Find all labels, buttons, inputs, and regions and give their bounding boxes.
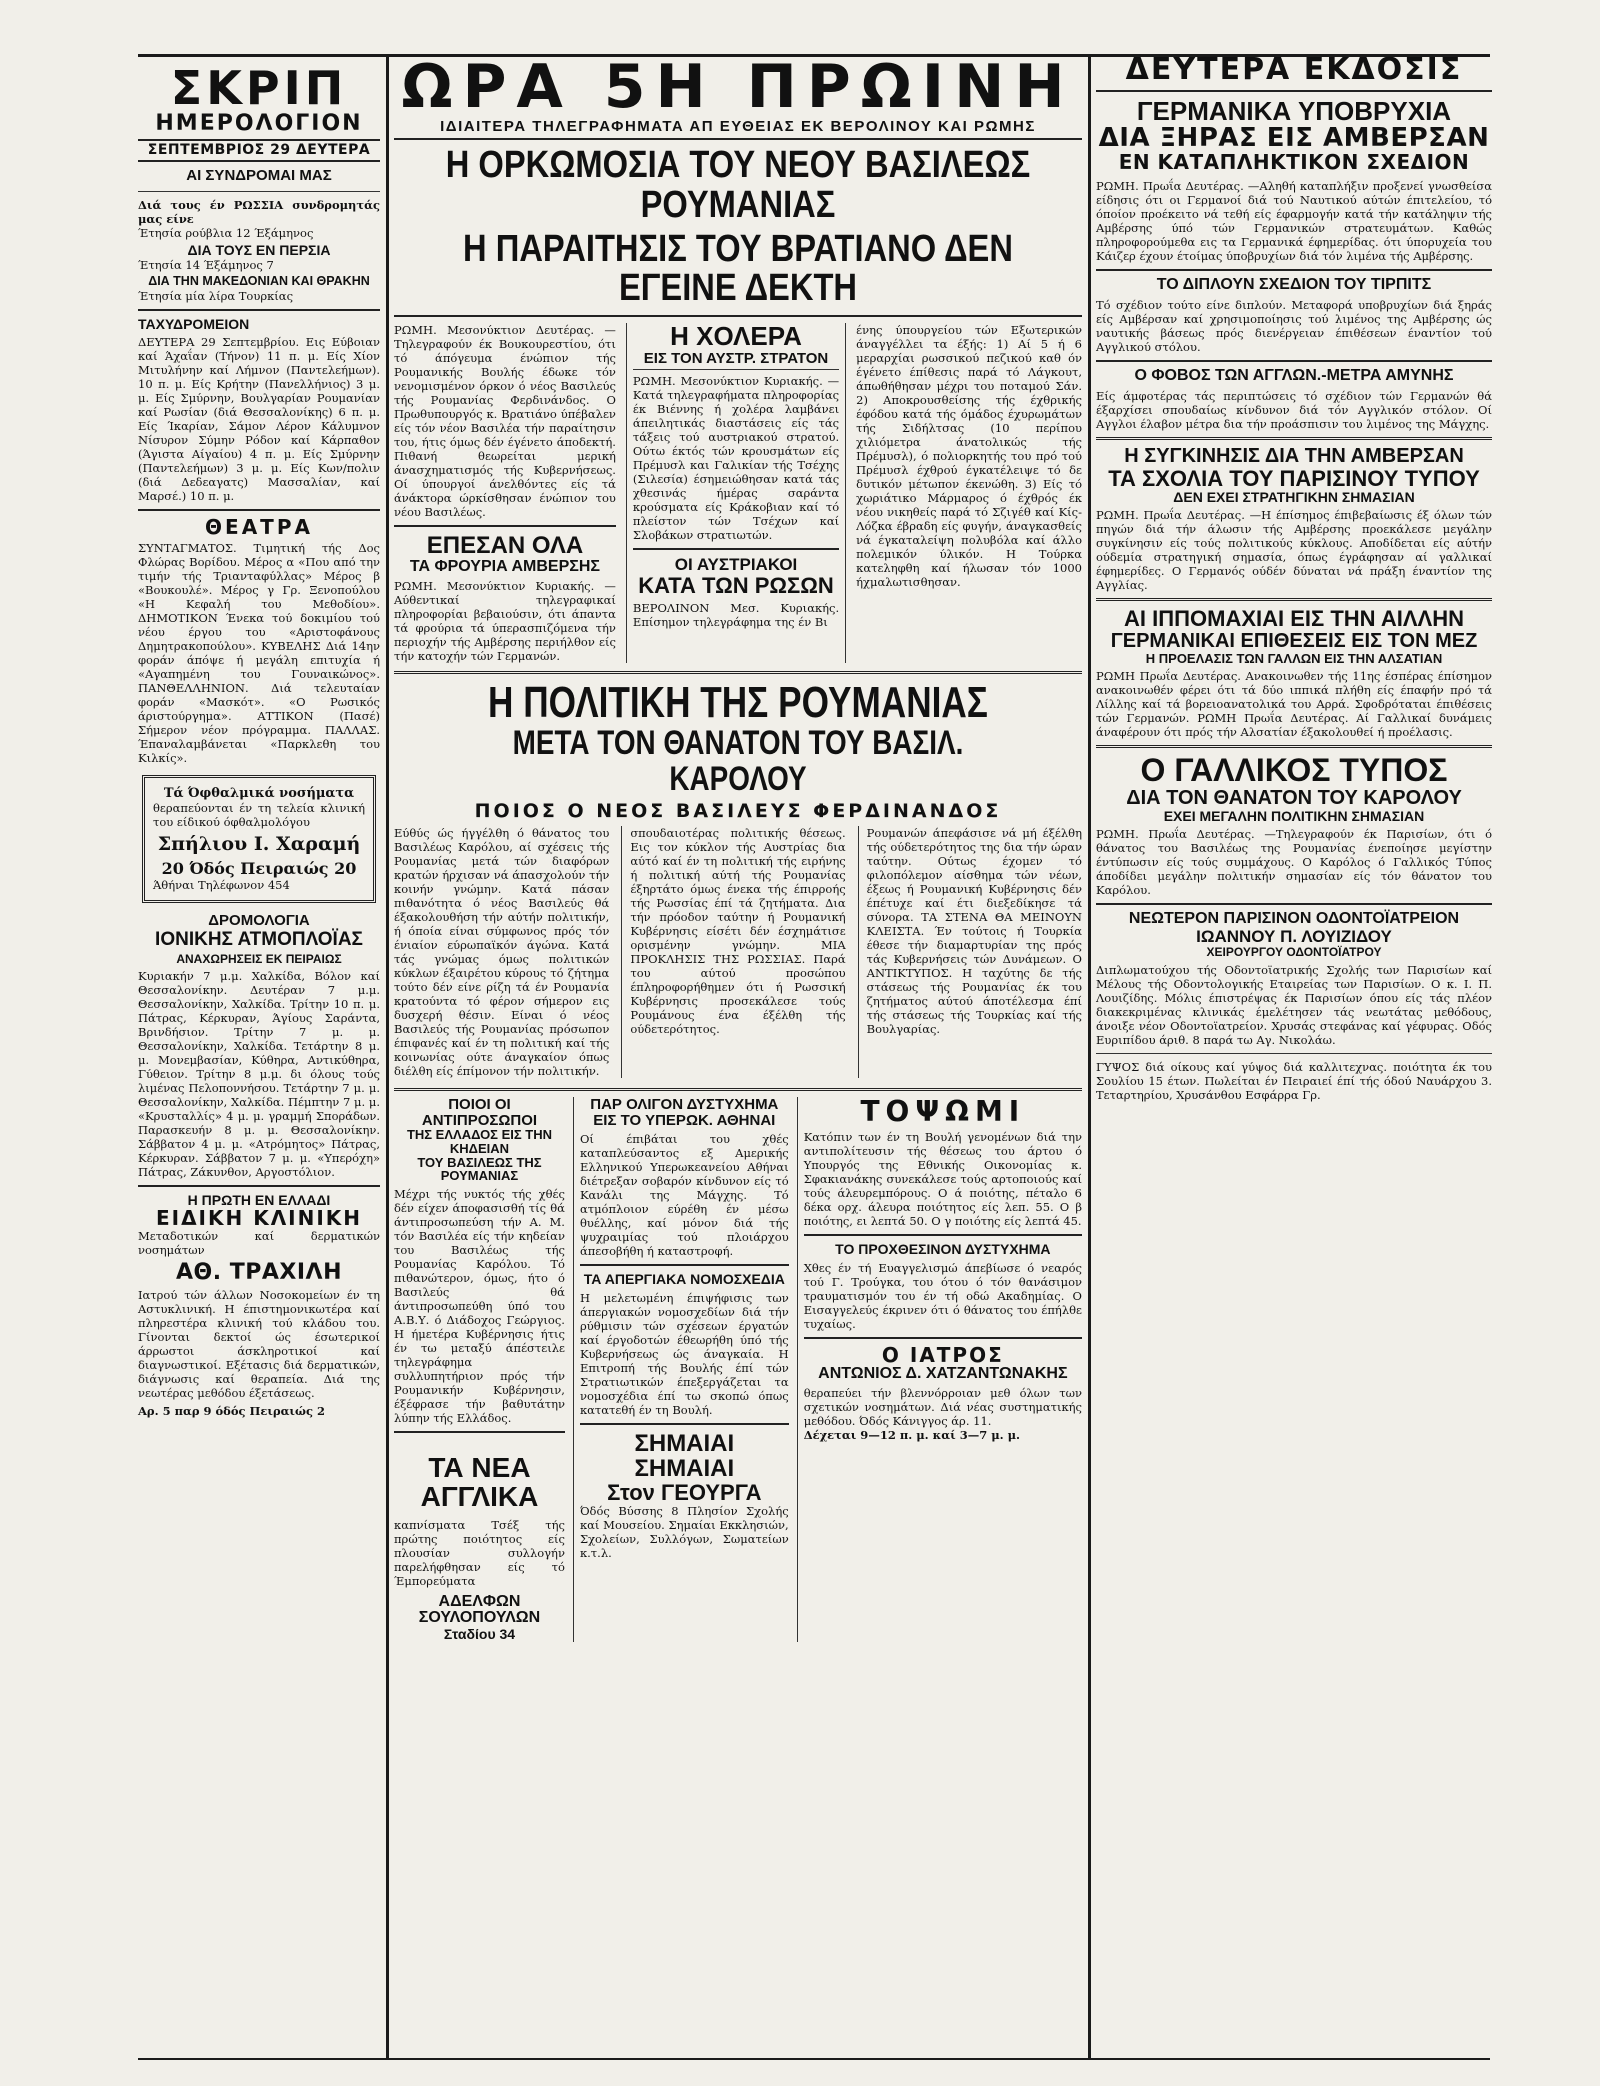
post-text: ΔΕΥΤΕΡΑ 29 Σεπτεμβρίου. Εις Εύβοιαν καί Άχαΐαν (Τήνον) 11 π. μ. Είς Χίον Μιτυλήνην καί Λήμνον (Παντελεήμων). 10 π. μ. Είς Κρήτην (Πανελλήνιος) 3 μ. μ. Είς Σμύρνην, Βουλγαρίαν Ρουμανίαν καί Ρωσίαν (διά Θεσσαλονίκης) 6 π. μ. Είς Ίκαρίαν, Σάμον Λέρον Κάλυμνον Νίσυρον Σύμην Ρόδον καί Κάρπαθον (Άγιστα Αίγαίου) 4 π. μ. Είς Σμύρνην (Παντελεήμων) 3 μ. μ. Είς Κων/πολιν (διά Δεδεαγατς) Μασσαλίαν, καί Μαρσέ.) 10 π. μ. bbox=[138, 335, 380, 504]
clinic-address: Αρ. 5 παρ 9 όδός Πειραιώς 2 bbox=[138, 1404, 325, 1419]
clinic-title: ΕΙΔΙΚΗ ΚΛΙΝΙΚΗ bbox=[155, 1206, 363, 1231]
tobacco-body: καπνίσματα Τσέξ τής πρώτης ποιότητος είς πλουσίαν συλλογήν παρελήφθησαν είς τό Έμπορεύματα bbox=[394, 1517, 565, 1588]
politics-kicker: ΠΟΙΟΣ Ο ΝΕΟΣ ΒΑΣΙΛΕΥΣ ΦΕΡΔΙΝΑΝΔΟΣ bbox=[474, 799, 1002, 822]
bottom-section bbox=[394, 1094, 1082, 1643]
bottom-rule bbox=[138, 2058, 1490, 2060]
subscriptions-heading: ΑΙ ΣΥΝΔΡΟΜΑΙ ΜΑΣ bbox=[186, 167, 332, 185]
gypsum-text: ΓΥΨΟΣ διά οίκους καί γύψος διά καλλιτεχνας. ποιότητα έκ του Σουλίου 15 έτων. Πωλείται έν Πειραιεί έπί τής όδού Ναυάρχου 3. Τεταρτηρίου, Χρυσάνθου Εσφάρρα Γρ. bbox=[1096, 1059, 1492, 1102]
headline-oath: Η ΟΡΚΩΜΟΣΙΑ ΤΟΥ ΝΕΟΥ ΒΑΣΙΛΕΩΣ ΡΟΥΜΑΝΙΑΣ bbox=[445, 143, 1031, 226]
fell-sub: ΤΑ ΦΡΟΥΡΙΑ ΑΜΒΕΡΣΗΣ bbox=[409, 557, 601, 575]
eye-clinic-ad bbox=[142, 775, 376, 903]
clinic-sub: Μεταδοτικών καί δερματικών νοσημάτων bbox=[138, 1229, 380, 1258]
lead-text: ΡΩΜΗ. Μεσονύκτιον Δευτέρας. —Τηλεγραφούν έκ Βουκουρεστίου, ότι τό άπόγευμα ένώπιον τής Ρουμανικής Βουλής έδωκε τόν νενομισμένον όρκον ό νέος Βασιλεύς τής Ρουμανίας Φερδινάνδος. Ο Πρωθυπουργός κ. Βρατιάνο ύπέβαλεν είς τόν νέον Βασιλέα τήν παραίτησιν του, ήτις όμως δέν έγένετο άποδεκτή. Πιθανή θεωρείται μερική άνασχηματισμός τής Κυβερνήσεως. Οί ύπουργοί άνελθόντες είς τά άνάκτορα ώρκίσθησαν ένώπιον του νέου Βασιλέως. bbox=[394, 323, 616, 520]
report-text: ένης ύπουργείου τών Εξωτερικών άναγγέλλει τα έξής: 1) Αί 5 ή 6 μεραρχίαι ρωσσικού πεζικού καθ όν έγένετο έπίθεσις παρά τό Λάγκουτ, άπωθήθησαν μέχρι του ποταμού Σάν. 2) Αποκρουσθείσης τής έχθρικής έφόδου κατά τής όμάδος έχυρωμάτων τής Σιδήλτσας (10 περίπου χιλιόμετρα άνατολικώς τής Πρέμυσλ), ό πολιορκητής του πρό τού Πρέμυσλ έχθρού έγκατέλειψε τό δε δυτικόν μέτωπον έκενώθη. 3) Είς τό χωριάτικο Μάρμαρος ό έχθρός έκ νέου νικηθείς παρά τό Σζιγέθ καί Κίς-Λόζκα έβραδη είς φυγήν, άναγκασθείς νά έγκαταλείψη πολυβόλα καί άλλο πολεμικόν ύλικόν. Η Τούρκα κατεληφθη καί ήλωσαν τόν 1000 ήχμαλωτισθησαν. bbox=[856, 323, 1082, 590]
cavalry-heading: ΑΙ ΙΠΠΟΜΑΧΙΑΙ ΕΙΣ ΤΗΝ ΑΙΛΛΗΝ bbox=[1124, 606, 1464, 632]
misfortune-sub: ΕΙΣ ΤΟ ΥΠΕΡΩΚ. ΑΘΗΝΑΙ bbox=[593, 1111, 776, 1129]
politics-columns bbox=[394, 826, 1082, 1078]
eye-ad-phone: Άθήναι Τηλέφωνον 454 bbox=[153, 878, 290, 893]
subs-persia-price: Έτησία 14 Έξάμηνος 7 bbox=[138, 257, 274, 272]
flags-text: Όδός Βύσσης 8 Πλησίον Σχολής καί Μουσείου. Σημαίαι Εκκλησιών, Σχολείων, Συλλόγων, Σωματείων κ.τ.λ. bbox=[579, 1504, 789, 1561]
excitement-sub: ΤΑ ΣΧΟΛΙΑ ΤΟΥ ΠΑΡΙΣΙΝΟΥ ΤΥΠΟΥ bbox=[1108, 465, 1480, 491]
excitement-text: ΡΩΜΗ. Πρωΐα Δευτέρας. —Η έπίσημος έπιβεβαίωσις έξ όλων τών πηγών διά τήν άλωσιν τής Αμβέρσης προεκάλεσε μεγάλην συγκίνησιν είς τούς πολιτικούς κύκλους. Αποδίδεται είς αύτήν ούδεμία στρατηγική σημασία, όπως έγράφησαν αί γαλλικαί έφημερίδες. Ο Γερμανός ούδέν δύναται νά πράξη έναντίον της Αγγλίας. bbox=[1096, 508, 1492, 593]
clinic-text: Ιατρού τών άλλων Νοσοκομείων έν τη Αστυκλινική. Η έπιστημονικωτέρα καί πληρεστέρα κλινική τού κλάδου του. Γίνονται δεκτοί ώς έσωτερικοί άρρωστοι άσκληροτικοί καί διαγνωστικοί. Εξέτασις διά δερματικών, διάγνωσις καί θεραπεία. Διά της νεωτέρας μεθόδου έξετάσεως. bbox=[138, 1288, 380, 1401]
reps-heading: ΠΟΙΟΙ ΟΙ ΑΝΤΙΠΡΟΣΩΠΟΙ bbox=[421, 1095, 538, 1129]
dentist-role: ΧΕΙΡΟΥΡΓΟΥ ΟΔΟΝΤΟΪΑΤΡΟΥ bbox=[1206, 945, 1382, 960]
dentist-name: ΙΩΑΝΝΟΥ Π. ΛΟΥΙΖΙΔΟΥ bbox=[1196, 927, 1392, 947]
flags-heading2: ΣΗΜΑΙΑΙ bbox=[634, 1455, 735, 1483]
doctor-text: θεραπεύει τήν βλεννόρροιαν μεθ όλων των σχετικών νοσημάτων. Διά νέας συστηματικής μεθόδου. Όδός Κάνιγγος άρ. 11. bbox=[803, 1385, 1082, 1428]
politics-headline: Η ΠΟΛΙΤΙΚΗ ΤΗΣ ΡΟΥΜΑΝΙΑΣ bbox=[488, 678, 988, 728]
headline-resignation: Η ΠΑΡΑΙΤΗΣΙΣ ΤΟΥ ΒΡΑΤΙΑΝΟ ΔΕΝ ΕΓΕΙΝΕ ΔΕΚΤΗ bbox=[463, 227, 1013, 310]
clinic-doctor: ΑΘ. ΤΡΑΧΙΛΗ bbox=[176, 1260, 342, 1286]
cavalry-sub2: Η ΠΡΟΕΛΑΣΙΣ ΤΩΝ ΓΑΛΛΩΝ ΕΙΣ ΤΗΝ ΑΛΣΑΤΙΑΝ bbox=[1145, 650, 1443, 666]
date-line: ΣΕΠΤΕΜΒΡΙΟΣ 29 ΔΕΥΤΕΡΑ bbox=[138, 139, 380, 162]
column-rule bbox=[386, 54, 389, 2059]
politics-col1: Εύθύς ώς ήγγέλθη ό θάνατος του Βασιλέως Καρόλου, αί σχέσεις τής Ρουμανίας μετά τών διαφόρων κρατών ήρχισαν νά άπασχολούν τήν κοινήν γνώμην. Κατά πάσαν πιθανότητα ό νέος Βασιλεύς θά έξακολουθήση τήν αύτήν πολιτικήν, ή όποία είναι σύμφωνος πρός τόν ένιαίον εύρωπαϊκόν άγώνα. Κατά τάς γνώμας όμως πολιτικών κύκλων έξαιρέτου κύρους τό ζήτημα τούτο δέν είνε ρίζη τά έν Ρουμανία κρατούντα τό φέρον σήμερον εις δυσχερή θέσιν. Είναι ό νέος Βασιλεύς τής Ρουμανίας πρόσωπον έπιφανές καί έν τη πολιτική καί τής κοινωνίας ούτε άναγκαίον όπως διέλθη είς έπίμονον τήν πολιτικήν. bbox=[394, 825, 610, 1078]
austrians-heading: ΟΙ ΑΥΣΤΡΙΑΚΟΙ bbox=[674, 555, 798, 575]
eye-ad-name: Σπήλιου Ι. Χαραμή bbox=[157, 833, 361, 856]
politics-col2: σπουδαιοτέρας πολιτικής θέσεως. Εις τον κύκλον τής Αυστρίας δια αύτό καί έν τη πολιτική τής ειρήνης ή πολιτική αύτή τής Ρουμανίας έξηρτάτο όμως ένεκα τής έπιρροής τής Ρωσσίας έπί τά ζητήματα. Δια τήν πρόοδον ταύτην ή Ρουμανική Κυβέρνησις είσέτι δέν έσχημάτισε ορισμένην γνώμην. ΜΙΑ ΠΡΟΚΛΗΣΙΣ ΤΗΣ ΡΩΣΣΙΑΣ. Παρά του αύτού προσώπου έπληροφορήθημεν ότι ή Ρωσσική Κυβέρνησις προσεκάλεσε τούς Ρουμάνους ένα έξέλθη τής ούδετερότητος. bbox=[621, 826, 845, 1078]
reps-column bbox=[394, 1097, 565, 1642]
misfortune-column bbox=[573, 1097, 789, 1642]
french-press-heading: Ο ΓΑΛΛΙΚΟΣ ΤΥΠΟΣ bbox=[1140, 752, 1448, 789]
misfortune-text: Οί έπιβάται του χθές καταπλεύσαντος εξ Αμερικής Ελληνικού Υπερωκεανείου Αθήναι διέτρεξαν σοβαρόν κίνδυνον είς τό Κανάλι της Μάγχης. Τό ατμόπλοιον εύρέθη έν μέσω θυέλλης, καί μόνον διά τής ψυχραιμίας τού πλοιάρχου άπεσοβήθη ή καταστροφή. bbox=[579, 1132, 789, 1259]
subs-persia: ΔΙΑ ΤΟΥΣ ΕΝ ΠΕΡΣΙΑ bbox=[187, 241, 331, 258]
excitement-sub2: ΔΕΝ ΕΧΕΙ ΣΤΡΑΤΗΓΙΚΗΝ ΣΗΜΑΣΙΑΝ bbox=[1173, 488, 1415, 505]
french-press-kicker: ΕΧΕΙ ΜΕΓΑΛΗΝ ΠΟΛΙΤΙΚΗΝ ΣΗΜΑΣΙΑΝ bbox=[1163, 807, 1425, 824]
cholera-sub: ΕΙΣ ΤΟΝ ΑΥΣΤΡ. ΣΤΡΑΤΟΝ bbox=[633, 351, 839, 371]
masthead-title: ΣΚΡΙΠ bbox=[170, 61, 348, 115]
french-press-sub: ΔΙΑ ΤΟΝ ΘΑΝΑΤΟΝ ΤΟΥ ΚΑΡΟΛΟΥ bbox=[1126, 786, 1462, 809]
submarines-kicker: ΕΝ ΚΑΤΑΠΛΗΚΤΙΚΟΝ ΣΧΕΔΙΟΝ bbox=[1118, 150, 1470, 175]
submarines-headline: ΓΕΡΜΑΝΙΚΑ ΥΠΟΒΡΥΧΙΑ bbox=[1136, 95, 1452, 126]
ship-text: Κυριακήν 7 μ.μ. Χαλκίδα, Βόλον καί Θεσσαλονίκην. Δευτέραν 7 μ.μ. Θεσσαλονίκην, Χαλκίδα. Τρίτην 10 π. μ. Πάτρας, Κέρκυραν, Άγίους Σαράντα, Βρινδήσιον. Τρίτην 7 μ. μ. Θεσσαλονίκην, Χαλκίδα. Τετάρτην 8 μ. μ. Μονεμβασίαν, Κύθηρα, Αντικύθηρα, Γύθειον. Τρίτην 8 μ.μ. δι όλους τούς λιμένας Πελοποννήσου. Τετάρτην 7 μ. μ. Θεσσαλονίκην, Χαλκίδα. Πέμπτην 7 μ. μ. «Κρυσταλλίς» 4 μ. μ. γραμμή Σποράδων. Παρασκευήν 8 μ. μ. Θεσσαλονίκην. Σάββατον 4 μ. μ. «Ατρόμητος» Πάτρας, Κέρκυραν. Σάββατον 7 μ. μ. «Υπερόχη» Πάτρας, Ζάκυνθον, Αργοστόλιον. bbox=[138, 968, 380, 1179]
subs-macedonia: ΔΙΑ ΤΗΝ ΜΑΚΕΔΟΝΙΑΝ ΚΑΙ ΘΡΑΚΗΝ bbox=[148, 273, 370, 288]
ship-company: ΙΟΝΙΚΗΣ ΑΤΜΟΠΛΟΪΑΣ bbox=[155, 928, 363, 950]
politics-col3: Ρουμανών άπεφάσισε νά μή έξέλθη τής ούδετερότητος της δια τήν ώραν ταύτην. Ούτως έχομεν τό φιλοπόλεμον αίσθημα τών νέων, έξεως ή Ρουμανική Κυβέρνησις δέν έπέτυχε καί έτι διεξεδίκησε τά σύνορα. ΤΑ ΣΤΕΝΑ ΘΑ ΜΕΙΝΟΥΝ ΚΛΕΙΣΤΑ. Έν τούτοις ή Τουρκία έθεσε τήν διαμαρτυρίαν της πρός τάς Κυβερνήσεις τών Δυνάμεων. Ο ΑΝΤΙΚΤΥΠΟΣ. Η ταχύτης δε τής στάσεως τής Ρουμανίας έκ του ζητήματος αύτού άποτέλεσμα έπί τής στάσεως τής Τουρκίας καί τής Βουλγαρίας. bbox=[858, 826, 1082, 1078]
austrian-report bbox=[856, 323, 1082, 663]
right-column bbox=[1096, 54, 1492, 1102]
left-column bbox=[138, 54, 380, 1418]
eye-ad-title: Τά Όφθαλμικά νοσήματα bbox=[163, 786, 355, 802]
tobacco-address: Σταδίου 34 bbox=[443, 1626, 516, 1643]
fell-heading: ΕΠΕΣΑΝ ΟΛΑ bbox=[426, 532, 584, 560]
doctor-hours: Δέχεται 9—12 π. μ. καί 3—7 μ. μ. bbox=[803, 1427, 1021, 1442]
politics-subheadline: ΜΕΤΑ ΤΟΝ ΘΑΝΑΤΟΝ ΤΟΥ ΒΑΣΙΛ. ΚΑΡΟΛΟΥ bbox=[512, 724, 964, 799]
masthead-subtitle: ΗΜΕΡΟΛΟΓΙΟΝ bbox=[155, 111, 363, 137]
subs-abroad: Διά τους έν ΡΩΣΣΙΑ συνδρομητάς μας είνε bbox=[138, 197, 380, 226]
flags-heading1: ΣΗΜΑΙΑΙ bbox=[634, 1429, 735, 1457]
tobacco-heading: ΤΑ ΝΕΑ ΑΓΓΛΙΚΑ bbox=[420, 1451, 539, 1513]
reps-sub2: ΤΟΥ ΒΑΣΙΛΕΩΣ ΤΗΣ ΡΟΥΜΑΝΙΑΣ bbox=[417, 1154, 542, 1184]
top-news-row bbox=[394, 323, 1082, 663]
french-press-text: ΡΩΜΗ. Πρωΐα Δευτέρας. —Τηλεγραφούν έκ Παρισίων, ότι ό θάνατος του Βασιλέως της Ρουμανίας ένεποίησε μεγίστην έντύπωσιν είς τούς συμμάχους. Ο Καρόλος ό Γαλλικός Τύπος άποδίδει μεγάλην πολιτικήν σημασίαν είς τόν θάνατον του Καρόλου. bbox=[1096, 827, 1492, 898]
strike-heading: ΤΑ ΑΠΕΡΓΙΑΚΑ ΝΟΜΟΣΧΕΔΙΑ bbox=[583, 1271, 785, 1288]
cholera-heading: Η ΧΟΛΕΡΑ bbox=[670, 321, 802, 352]
subs-macedonia-price: Έτησία μία λίρα Τουρκίας bbox=[138, 288, 294, 303]
accident-text: Χθες έν τή Ευαγγελισμώ άπεβίωσε ό νεαρός τού Γ. Τρούγκα, του ότου ό τόν θανάσιμον τραυματισμόν του έν τή οδώ Ακαδημίας. Ο Εισαγγελεύς έκρινεν ότι ό θάνατος του έπήλθε τυχαίως. bbox=[803, 1260, 1082, 1331]
cavalry-sub: ΓΕΡΜΑΝΙΚΑΙ ΕΠΙΘΕΣΕΙΣ ΕΙΣ ΤΟΝ ΜΕΖ bbox=[1110, 629, 1478, 652]
dentist-text: Διπλωματούχου τής Οδοντοϊατρικής Σχολής των Παρισίων καί Μέλους τής Οδοντολογικής Εταιρείας των Παρισίων. Ο κ. Ι. Π. Λουιζίδης. Μόλις έπιστρέψας έκ Παρισίων όπου είς τάς πλέον διακεκριμένας κλινικάς έμελέτησεν τάς νεωτάτας μεθόδους, άνοιξε νέον Οδοντοϊατρείον. Χρυσάς στεφάνας καί γέφυρας. Οδός Ευριπίδου άριθ. 8 παρά τω Αγ. Νικολάω. bbox=[1096, 962, 1492, 1047]
column-rule bbox=[1088, 54, 1091, 2059]
eye-ad-address: 20 Όδός Πειραιώς 20 bbox=[161, 859, 357, 879]
fell-text: ΡΩΜΗ. Μεσονύκτιον Κυριακής. —Αύθεντικαί τηλεγραφικαί πληροφορίαι βεβαιούσιν, ότι άπαντα τά φρούρια τά ύπερασπιζόμενα τήν περιοχήν τής Αμβέρσης περιήλθον είς τήν κατοχήν τών Γερμανών. bbox=[394, 579, 616, 664]
lead-story bbox=[394, 323, 616, 663]
ship-heading: ΔΡΟΜΟΛΟΓΙΑ bbox=[208, 912, 310, 930]
cavalry-text: ΡΩΜΗ Πρωΐα Δευτέρας. Ανακοινωθεν τής 11ης έσπέρας έπίσημον ανακοινωθέν φέρει ότι τά δύο ιππικά πλήθη είς έπαφήν πρό τά Λίλλης καί τά βορειοανατολικά του Αρρά. Σφοδρόταται έπιθέσεις τών Γερμανών. ΡΩΜΗ Πρωΐα Δευτέρας. Αί Γαλλικαί δυνάμεις άναφέρουν ότι πρός τήν Αλσατίαν έξακολουθεί ή προέλασις. bbox=[1096, 669, 1492, 740]
doctor-heading: Ο ΙΑΤΡΟΣ bbox=[881, 1342, 1004, 1367]
post-heading: ΤΑΧΥΔΡΟΜΕΙΟΝ bbox=[138, 315, 250, 332]
flags-shop: Στον ΓΕΟΥΡΓΑ bbox=[607, 1480, 762, 1506]
bread-text: Κατόπιν των έν τη Βουλή γενομένων διά την αντιπολίτευσιν τής θέσεως του άρτου ό Υπουργός της Εθνικής Οικονομίας κ. Σφακιανάκης συνεκάλεσε τούς αρτοποιούς καί τούς άλευρεμπόρους. Ο ά ποιότης, πέταλο 6 δέκα ορχ. άλευρα ποιότητος είς λεπ. 55. Ο β ποιότης, ει λεπτά 50. Ο γ ποιότης είς λεπτά 45. bbox=[803, 1130, 1082, 1229]
theatre-text: ΣΥΝΤΑΓΜΑΤΟΣ. Τιμητική τής Δος Φλώρας Βορίδου. Μέρος α «Που από την τιμήν τής Τριανταφύλλας» Μέρος β «Βουκουλέ». Μέρος γ Γρ. Ξενοπούλου «Η Κεφαλή του Μεθοδίου». ΔΗΜΟΤΙΚΟΝ Ένεκα τού δοκιμίου τού νέου έργου του «Αριστοφάνους Δημητρακοπούλου». ΚΥΒΕΛΗΣ Διά 14ην φοράν άπόψε ή μεγάλη επιτυχία ή «Αγαπημένη του Γουναικώνος». ΠΑΝΘΕΛΛΗΝΙΟΝ. Διά τελευταίαν φοράν «Μασκότ». «Ο Ρωσικός άριστούργημα». ΑΤΤΙΚΟΝ (Πασέ) Σήμερον νέον πρόγραμμα. ΠΑΛΛΑΣ. Έπαναλαμβάνεται «Παρκλεθη του Κιλκίς». bbox=[138, 541, 380, 766]
center-masthead-title: ΩΡΑ 5Η ΠΡΩΙΝΗ bbox=[401, 52, 1075, 122]
dentist-heading: ΝΕΩΤΕΡΟΝ ΠΑΡΙΣΙΝΟΝ ΟΔΟΝΤΟΪΑΤΡΕΙΟΝ bbox=[1128, 910, 1460, 928]
austrians-text: ΒΕΡΟΛΙΝΟΝ Μεσ. Κυριακής. Επίσημον τηλεγράφημα της έν Βι bbox=[632, 601, 840, 630]
cholera-text: ΡΩΜΗ. Μεσονύκτιον Κυριακής. —Κατά τηλεγραφήματα πληροφορίας έκ Βιέννης ή χολέρα λαμβάνει άπειλητικάς διαστάσεις είς τάς τάξεις τού αυστριακού στρατού. Ούτω έκτός τών κρουσμάτων είς Πρέμυσλ και Γαλικίαν τής Τσέχης (Σιλεσία) έσημειώθησαν κατά τάς χθεσινάς ήμέρας σαράντα κρούσματα είς Κράκοβιαν καί τό πλείστον τών Τσέχων καί Σλοβάκων στρατιωτών. bbox=[632, 374, 840, 543]
center-column bbox=[394, 54, 1082, 1642]
tobacco-brand: ΑΔΕΛΦΩΝ ΣΟΥΛΟΠΟΥΛΩΝ bbox=[418, 1592, 541, 1627]
center-masthead-subtitle: ΙΔΙΑΙΤΕΡΑ ΤΗΛΕΓΡΑΦΗΜΑΤΑ ΑΠ ΕΥΘΕΙΑΣ ΕΚ ΒΕΡΟΛΙΝΟΥ ΚΑΙ ΡΩΜΗΣ bbox=[394, 119, 1082, 140]
fear-text: Είς άμφοτέρας τάς περιπτώσεις τό σχέδιον τών Γερμανών θά έξαρχίσει σπουδαίως κίνδυνον διά τόν Αγγλικόν στόλον. Οί Αγγλοι έλαβον μέτρα δια τήν προάσπισιν του λιμένος της Μάγχης. bbox=[1096, 388, 1492, 431]
excitement-heading: Η ΣΥΓΚΙΝΗΣΙΣ ΔΙΑ ΤΗΝ ΑΜΒΕΡΣΑΝ bbox=[1124, 444, 1464, 467]
bread-heading: ΤΟΨΩΜΙ bbox=[860, 1094, 1026, 1128]
ship-sub: ΑΝΑΧΩΡΗΣΕΙΣ ΕΚ ΠΕΙΡΑΙΩΣ bbox=[176, 951, 342, 966]
doctor-name: ΑΝΤΩΝΙΟΣ Δ. ΧΑΤΖΑΝΤΩΝΑΚΗΣ bbox=[818, 1364, 1068, 1382]
reps-text: Μέχρι τής νυκτός τής χθές δέν είχεν άποφασισθή τίς θά άντιπροσωπεύση τήν Α. Μ. τόν Βασιλέα είς τήν κηδείαν του Βασιλέως τής Ρουμανίας Καρόλου. Τό πιθανώτερον, όμως, ήτο ό Βασιλεύς θά άντιπροσωπεύθη ύπό του Α.Β.Υ. ό Διάδοχος Γεώργιος. Η ήμετέρα Κυβέρνησις ήτις έν τω μεταξύ άπέστειλε τηλεγράφημα συλλυπητήριον πρός τήν Ρουμανικήν Κυβέρνησιν, έξέφρασε τήν βαθυτάτην λύπην τής Ελλάδος. bbox=[394, 1186, 565, 1425]
submarines-subheadline: ΔΙΑ ΞΗΡΑΣ ΕΙΣ ΑΜΒΕΡΣΑΝ bbox=[1098, 122, 1490, 153]
plan-heading: ΤΟ ΔΙΠΛΟΥΝ ΣΧΕΔΙΟΝ ΤΟΥ ΤΙΡΠΙΤΣ bbox=[1156, 276, 1432, 294]
cholera-story bbox=[626, 323, 846, 663]
theatre-heading: ΘΕΑΤΡΑ bbox=[205, 515, 313, 540]
misfortune-heading: ΠΑΡ ΟΛΙΓΟΝ ΔΥΣΤΥΧΗΜΑ bbox=[590, 1095, 779, 1113]
strike-text: Η μελετωμένη έπιψήφισις των άπεργιακών νομοσχεδίων διά τήν ρύθμισιν τών σχέσεων έργατών καί έργοδοτών έθεωρήθη ύπό τής Κυβερνήσεως ώς άναγκαία. Η Επιτροπή τής Βουλής έπί τών Στρατιωτικών έπεξεργάζεται τα νομοσχέδια έπί τω σκοπώ όπως κατατεθή έν τη Βουλή. bbox=[579, 1290, 789, 1417]
eye-ad-body: θεραπεύονται έν τη τελεία κλινική του είδικού όφθαλμολόγου bbox=[153, 801, 365, 830]
accident-heading: ΤΟ ΠΡΟΧΘΕΣΙΝΟΝ ΔΥΣΤΥΧΗΜΑ bbox=[835, 1241, 1051, 1258]
plan-text: Τό σχέδιον τούτο είνε διπλούν. Μεταφορά υποβρυχίων διά ξηράς είς Αμβέρσαν καί χρησιμοποίησις τού λιμένος της Αμβέρσης ώς ναυτικής βάσεως πρός διενέργειαν έπιθέσεων έναντίον τού Αγγλικού στόλου. bbox=[1096, 297, 1492, 354]
edition-title: ΔΕΥΤΕΡΑ ΕΚΔΟΣΙΣ bbox=[1096, 54, 1492, 92]
clinic-heading: Η ΠΡΩΤΗ ΕΝ ΕΛΛΑΔΙ bbox=[187, 1191, 331, 1208]
submarines-text: ΡΩΜΗ. Πρωΐα Δευτέρας. —Αληθή καταπλήξιν προξενεί γνωσθείσα είδησις ότι οι Γερμανοί διά τού Ναυτικού αύτών έπιτελείου, τό όποίον προέκειτο νά τεθή είς έφαρμογήν κατά τήν κατάληψιν τής Αμβέρσης ύπό τών Γερμανικών στρατευμάτων. Καθώς πληροφορούμεθα εις τα Γερμανικά έφημερίδας. ότι ύπορυχεία του Κάιζερ έχουν έτοίμας ύποβρυχίων διά τόν λιμένα τής Αμβέρσης. bbox=[1096, 179, 1492, 264]
bread-column bbox=[797, 1094, 1082, 1642]
subs-abroad-price: Έτησία ρούβλια 12 Έξάμηνος bbox=[138, 225, 314, 240]
reps-sub1: ΤΗΣ ΕΛΛΑΔΟΣ ΕΙΣ ΤΗΝ ΚΗΔΕΙΑΝ bbox=[406, 1127, 553, 1156]
austrians-sub: ΚΑΤΑ ΤΩΝ ΡΩΣΩΝ bbox=[638, 573, 834, 599]
fear-heading: Ο ΦΟΒΟΣ ΤΩΝ ΑΓΓΛΩΝ.-ΜΕΤΡΑ ΑΜΥΝΗΣ bbox=[1134, 366, 1454, 384]
